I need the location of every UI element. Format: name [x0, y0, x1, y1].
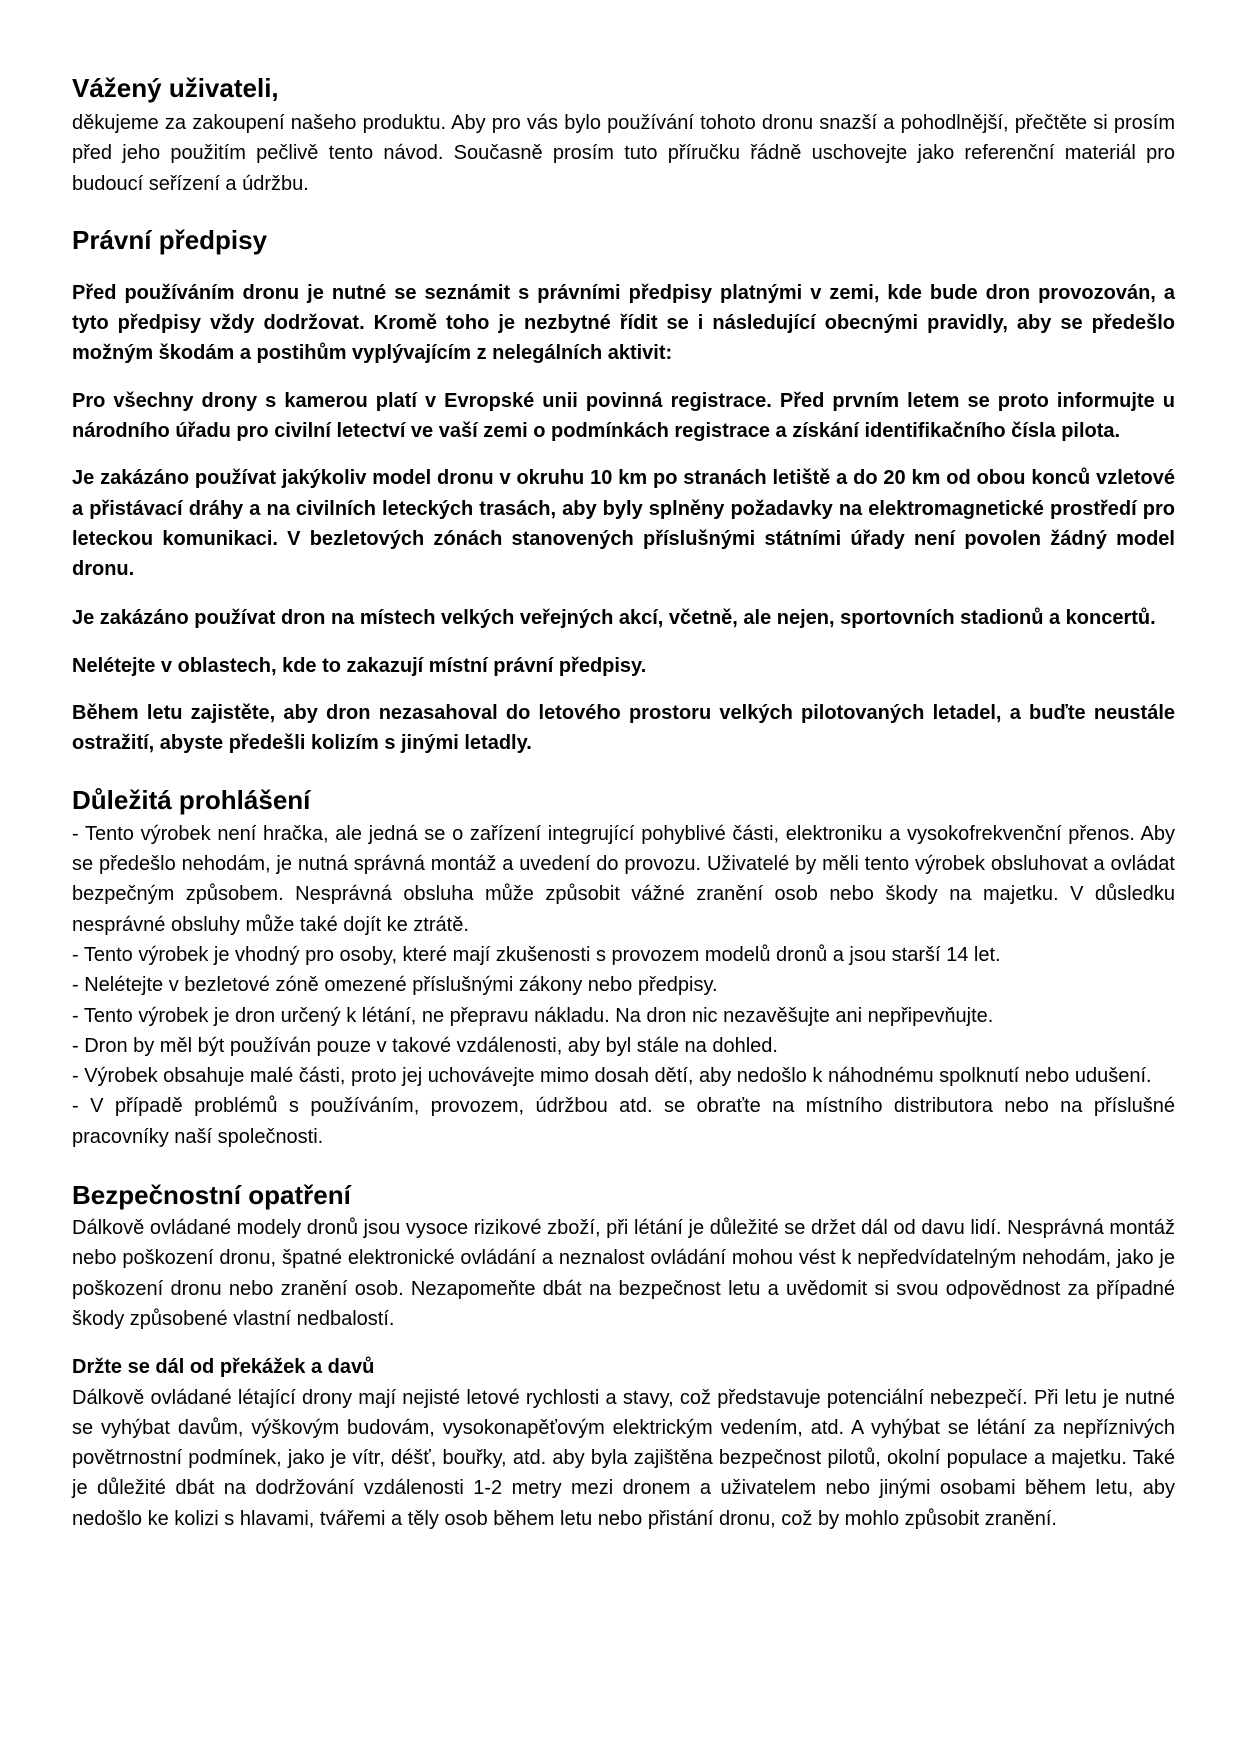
- greeting-paragraph: děkujeme za zakoupení našeho produktu. Aby pro vás bylo používání tohoto dronu snazší a pohodlnější, přečtěte si prosím před jeho použitím pečlivě tento návod. Současně prosím tuto příručku řádně uschovejte jako referenční materiál pro budoucí seřízení a údržbu.: [72, 112, 1175, 195]
- greeting-heading: Vážený uživateli,: [72, 73, 279, 103]
- legal-paragraph: Před používáním dronu je nutné se seznámit s právními předpisy platnými v zemi, kde bude dron provozován, a tyto předpisy vždy dodržovat. Kromě toho je nezbytné řídit se i následující obecnými pravidly, aby se předešlo možným škodám a postihům vyplývajícím z nelegálních aktivit:: [72, 281, 1175, 365]
- list-item: - Tento výrobek je dron určený k létání, ne přepravu nákladu. Na dron nic nezavěšujte ani nepřipevňujte.: [72, 1004, 994, 1027]
- list-item: - V případě problémů s používáním, provozem, údržbou atd. se obraťte na místního distributora nebo na příslušné pracovníky naší společnosti.: [72, 1095, 1175, 1148]
- safety-heading: Bezpečnostní opatření: [72, 1180, 351, 1211]
- statements-list: [72, 819, 1175, 1152]
- list-item: - Tento výrobek není hračka, ale jedná se o zařízení integrující pohyblivé části, elektroniku a vysokofrekvenční přenos. Aby se předešlo nehodám, je nutná správná montáž a uvedení do provozu. Uživatelé by měli tento výrobek obsluhovat a ovládat bezpečným způsobem. Nesprávná obsluha může způsobit vážné zranění osob nebo škody na majetku. V důsledku nesprávné obsluhy může také dojít ke ztrátě.: [72, 822, 1175, 936]
- legal-paragraph: Je zakázáno používat jakýkoliv model dronu v okruhu 10 km po stranách letiště a do 20 km od obou konců vzletové a přistávací dráhy a na civilních leteckých trasách, aby byly splněny požadavky na elektromagnetické prostředí pro leteckou komunikaci. V bezletových zónách stanovených příslušnými státními úřady není povolen žádný model dronu.: [72, 467, 1175, 581]
- legal-paragraph: Nelétejte v oblastech, kde to zakazují místní právní předpisy.: [72, 654, 647, 677]
- list-item: - Dron by měl být používán pouze v takové vzdálenosti, aby byl stále na dohled.: [72, 1034, 778, 1057]
- legal-paragraph: Během letu zajistěte, aby dron nezasahoval do letového prostoru velkých pilotovaných letadel, a buďte neustále ostražití, abyste předešli kolizím s jinými letadly.: [72, 702, 1175, 755]
- list-item: - Tento výrobek je vhodný pro osoby, které mají zkušenosti s provozem modelů dronů a jsou starší 14 let.: [72, 943, 1001, 966]
- safety-subparagraph: Dálkově ovládané létající drony mají nejisté letové rychlosti a stavy, což představuje potenciální nebezpečí. Při letu je nutné se vyhýbat davům, výškovým budovám, vysokonapěťovým elektrickým vedením, atd. A vyhýbat se létání za nepříznivých povětrnostní podmínek, jako je vítr, déšť, bouřky, atd. aby byla zajištěna bezpečnost pilotů, okolní populace a majetku. Také je důležité dbát na dodržování vzdálenosti 1-2 metry mezi dronem a uživatelem nebo jinými osobami během letu, aby nedošlo ke kolizi s hlavami, tvářemi a těly osob během letu nebo přistání dronu, což by mohlo způsobit zranění.: [72, 1386, 1175, 1530]
- legal-paragraph: Je zakázáno používat dron na místech velkých veřejných akcí, včetně, ale nejen, sportovních stadionů a koncertů.: [72, 606, 1156, 629]
- safety-paragraph: Dálkově ovládané modely dronů jsou vysoce rizikové zboží, při létání je důležité se držet dál od davu lidí. Nesprávná montáž nebo poškození dronu, špatné elektronické ovládání a neznalost ovládání mohou vést k nepředvídatelným nehodám, jako je poškození dronu nebo zranění osob. Nezapomeňte dbát na bezpečnost letu a uvědomit si svou odpovědnost za případné škody způsobené vlastní nedbalostí.: [72, 1217, 1175, 1330]
- safety-subheading: Držte se dál od překážek a davů: [72, 1356, 375, 1379]
- list-item: - Výrobek obsahuje malé části, proto jej uchovávejte mimo dosah dětí, aby nedošlo k náhodnému spolknutí nebo udušení.: [72, 1065, 1152, 1088]
- legal-paragraph: Pro všechny drony s kamerou platí v Evropské unii povinná registrace. Před prvním letem se proto informujte u národního úřadu pro civilní letectví ve vaší zemi o podmínkách registrace a získání identifikačního čísla pilota.: [72, 389, 1175, 443]
- document-page: [72, 0, 1175, 1534]
- legal-heading: Právní předpisy: [72, 224, 268, 255]
- statements-heading: Důležitá prohlášení: [72, 784, 311, 815]
- list-item: - Nelétejte v bezletové zóně omezené příslušnými zákony nebo předpisy.: [72, 974, 718, 997]
